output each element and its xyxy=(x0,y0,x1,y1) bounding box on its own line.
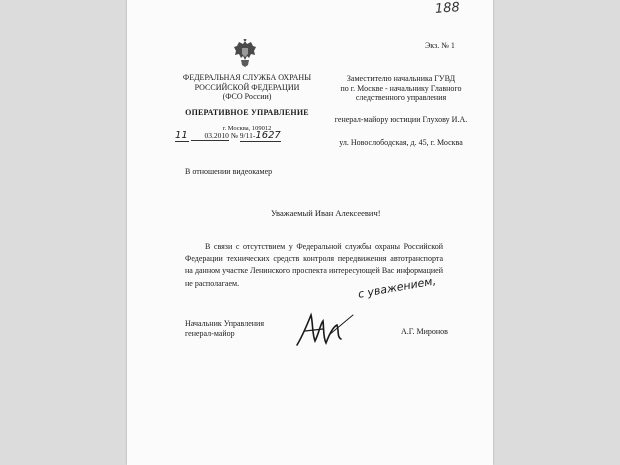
recipient-block xyxy=(323,74,479,148)
number-prefix: 9/11- xyxy=(239,131,256,140)
org-address: г. Москва, 109012 xyxy=(222,125,272,132)
organization-header xyxy=(163,73,331,134)
recipient-line-2: по г. Москве - начальнику Главного xyxy=(340,83,462,93)
date-day: 11 xyxy=(175,130,188,141)
date-month-year: 03.2010 xyxy=(191,131,229,141)
signatory-rank: генерал-майор xyxy=(185,328,235,338)
signatory-position: Начальник Управления xyxy=(185,319,264,328)
double-headed-eagle-emblem-icon xyxy=(233,38,257,68)
subject-line: В отношении видеокамер xyxy=(185,167,273,176)
signatory-name: А.Г. Миронов xyxy=(401,327,448,336)
handwritten-signature xyxy=(293,305,361,353)
document-page xyxy=(127,0,493,465)
page-number: 188 xyxy=(434,0,461,17)
handwritten-regards: с уважением, xyxy=(357,274,437,301)
org-name-line-1: ФЕДЕРАЛЬНАЯ СЛУЖБА ОХРАНЫ xyxy=(182,73,312,82)
letter-body: В связи с отсутствием у Федеральной службы охраны Российской Федерации технических средств контроля передвижения автотранспорта на данном участке Ленинского проспекта интересующей Вас информацией не располагаем. xyxy=(185,242,443,288)
org-name-line-2: РОССИЙСКОЙ ФЕДЕРАЦИИ xyxy=(194,82,300,92)
recipient-line-1: Заместителю начальника ГУВД xyxy=(346,74,456,83)
signatory-title xyxy=(185,319,264,338)
number-label: № xyxy=(230,131,238,140)
date-number-line xyxy=(175,130,281,142)
org-short-name: (ФСО России) xyxy=(222,92,272,101)
greeting: Уважаемый Иван Алексеевич! xyxy=(271,208,381,218)
copy-mark: Экз. № 1 xyxy=(425,41,455,50)
department-name: ОПЕРАТИВНОЕ УПРАВЛЕНИЕ xyxy=(185,107,309,117)
document-number xyxy=(240,130,281,142)
recipient-line-3: следственного управления xyxy=(355,93,447,102)
number-handwritten: 1627 xyxy=(255,130,281,141)
recipient-name: генерал-майору юстиции Глухову И.А. xyxy=(334,114,468,124)
recipient-address: ул. Новослободская, д. 45, г. Москва xyxy=(339,138,463,147)
